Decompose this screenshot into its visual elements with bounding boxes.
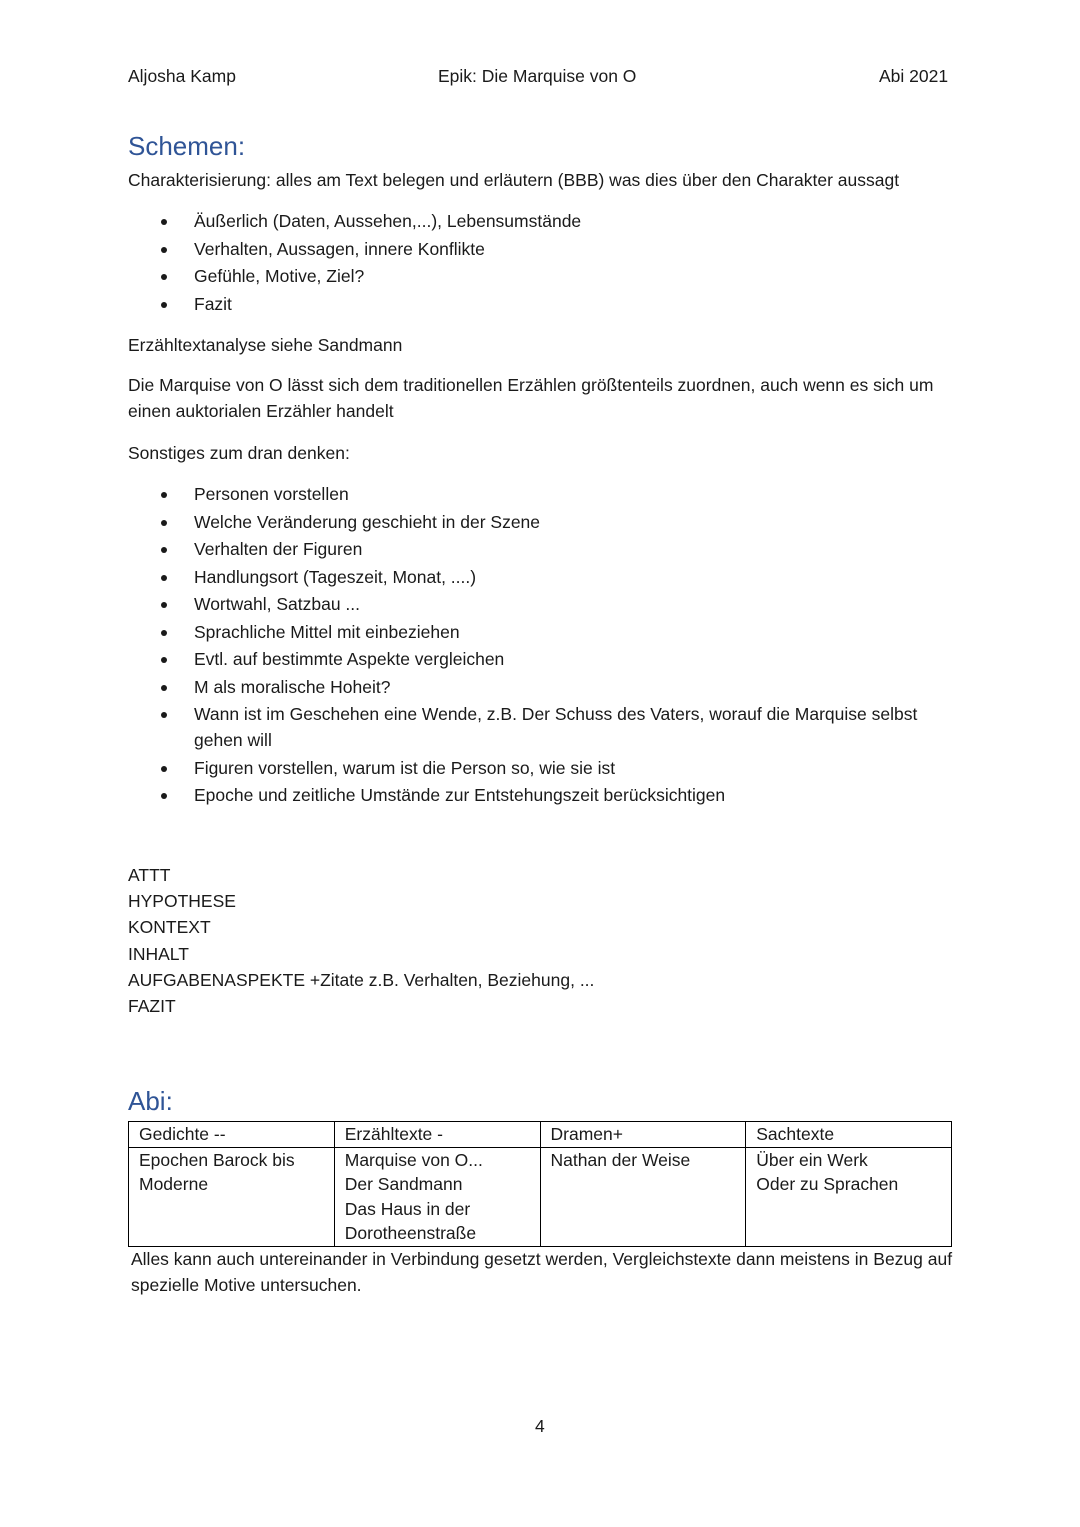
bullet-icon [161,302,167,308]
bullet-icon [161,274,167,280]
list-item: Wortwahl, Satzbau ... [128,591,958,617]
list-item: M als moralische Hoheit? [128,674,958,700]
step-item: HYPOTHESE [128,891,236,912]
list-item: Handlungsort (Tageszeit, Monat, ....) [128,564,958,590]
header-title: Epik: Die Marquise von O [438,66,637,86]
charakterisierung-intro: Charakterisierung: alles am Text belegen und erläutern (BBB) was dies über den Charakter aussagt [128,170,900,190]
bullet-icon [161,685,167,691]
list-item: Sprachliche Mittel mit einbeziehen [128,619,958,645]
think-label: Sonstiges zum dran denken: [128,443,350,463]
table-cell-sachtexte: Über ein Werk Oder zu Sprachen [746,1147,952,1246]
step-item: ATTT [128,865,171,885]
table-header-row [129,1122,952,1148]
bullet-icon [161,547,167,553]
analysis-steps [128,862,594,1019]
list-item: Fazit [128,291,958,317]
abi-table [128,1121,952,1247]
step-item: KONTEXT [128,917,211,938]
list-item: Personen vorstellen [128,481,958,507]
bullet-icon [161,247,167,253]
list-item: Welche Veränderung geschieht in der Szene [128,509,958,535]
bullet-icon [161,766,167,772]
step-item: INHALT [128,943,189,964]
list-item: Verhalten der Figuren [128,536,958,562]
step-item: AUFGABENASPEKTE +Zitate z.B. Verhalten, Beziehung, ... [128,969,595,990]
list-item: Verhalten, Aussagen, innere Konflikte [128,236,958,262]
list-item: Epoche und zeitliche Umstände zur Entstehungszeit berücksichtigen [128,782,958,808]
bullet-icon [161,657,167,663]
abi-note: Alles kann auch untereinander in Verbindung gesetzt werden, Vergleichstexte dann meistens in Bezug auf spezielle Motive untersuchen. [131,1249,953,1295]
column-header: Sachtexte [746,1122,952,1148]
bullet-icon [161,630,167,636]
list-item: Gefühle, Motive, Ziel? [128,263,958,289]
list-item: Figuren vorstellen, warum ist die Person so, wie sie ist [128,755,958,781]
page-number: 4 [535,1416,545,1436]
step-item: FAZIT [128,996,176,1017]
think-list [128,481,958,810]
bullet-icon [161,575,167,581]
column-header: Gedichte -- [129,1122,335,1148]
list-item: Äußerlich (Daten, Aussehen,...), Lebensumstände [128,208,958,234]
table-row [129,1147,952,1246]
bullet-icon [161,492,167,498]
charakterisierung-list [128,208,958,318]
bullet-icon [161,520,167,526]
table-cell-gedichte: Epochen Barock bis Moderne [129,1147,335,1246]
table-cell-erzaehltexte: Marquise von O... Der Sandmann Das Haus in der Dorotheenstraße [334,1147,540,1246]
analysis-note: Erzähltextanalyse siehe Sandmann [128,335,403,355]
header-year: Abi 2021 [879,66,949,86]
list-item: Wann ist im Geschehen eine Wende, z.B. Der Schuss des Vaters, worauf die Marquise selbst gehen will [128,701,958,753]
list-item: Evtl. auf bestimmte Aspekte vergleichen [128,646,958,672]
bullet-icon [161,602,167,608]
column-header: Dramen+ [540,1122,746,1148]
marquise-note: Die Marquise von O lässt sich dem traditionellen Erzählen größtenteils zuordnen, auch wenn es sich um einen auktorialen Erzähler handelt [128,375,934,421]
header-author: Aljosha Kamp [128,66,236,86]
bullet-icon [161,219,167,225]
abi-heading: Abi: [128,1086,173,1116]
table-cell-dramen: Nathan der Weise [540,1147,746,1246]
bullet-icon [161,793,167,799]
schemen-heading: Schemen: [128,131,246,161]
column-header: Erzähltexte - [334,1122,540,1148]
bullet-icon [161,712,167,718]
